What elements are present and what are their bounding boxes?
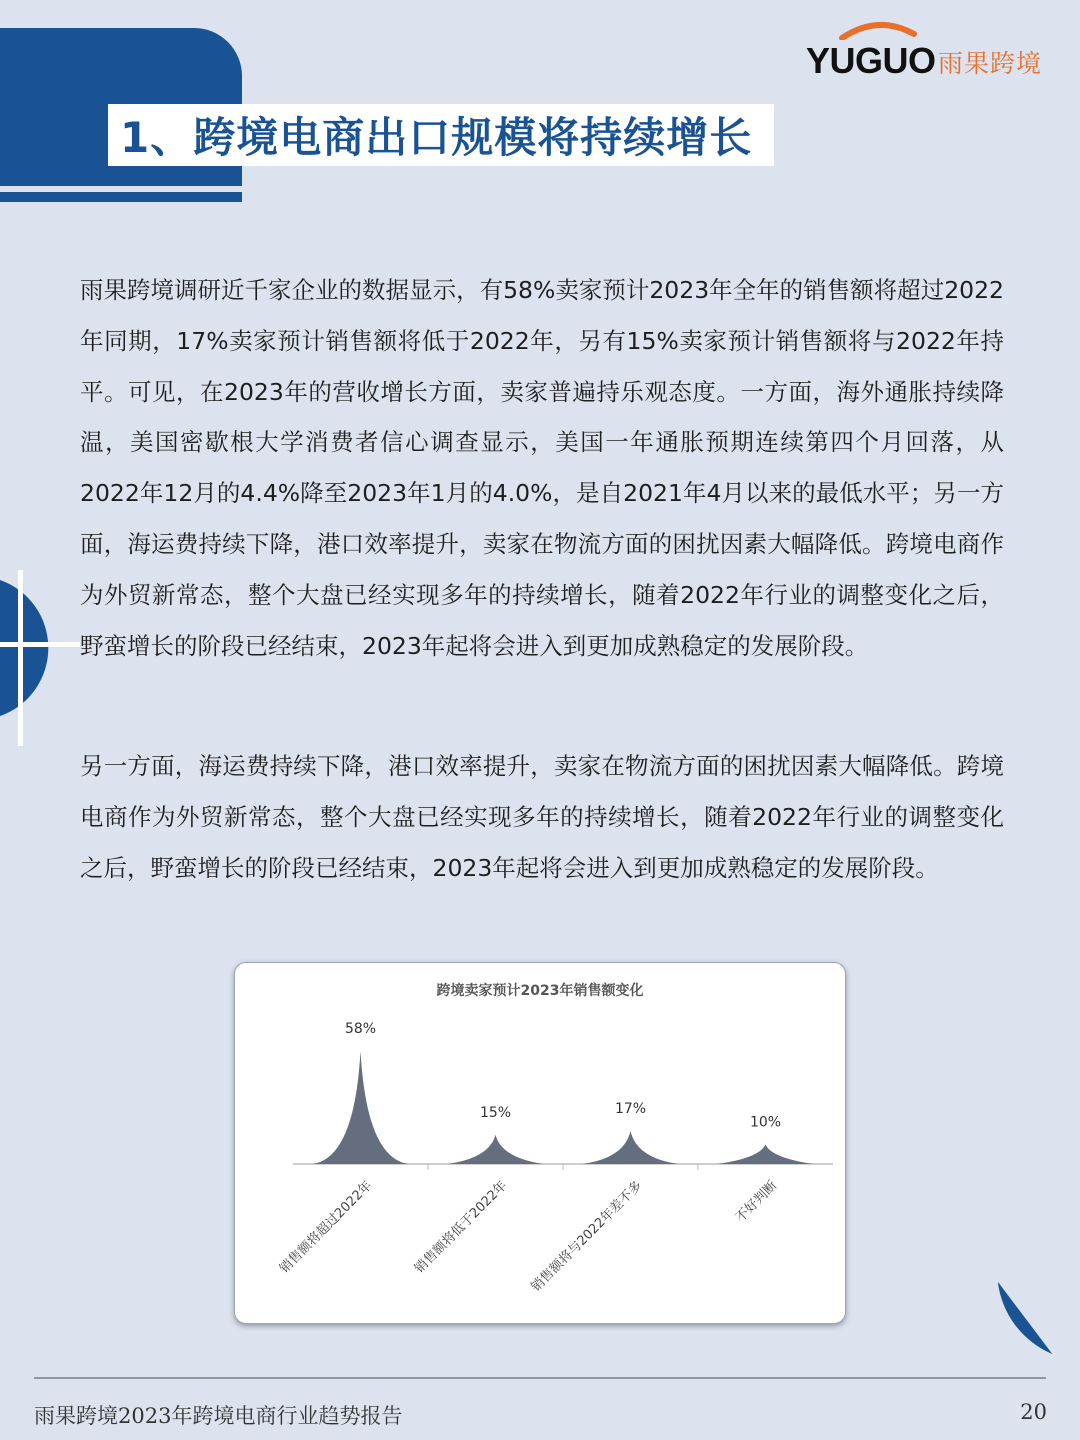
body-paragraph-2: 另一方面，海运费持续下降，港口效率提升，卖家在物流方面的困扰因素大幅降低。跨境电商作为外贸新常态，整个大盘已经实现多年的持续增长，随着2022年行业的调整变化之后，野蛮增长的阶段已经结束，2023年起将会进入到更加成熟稳定的发展阶段。 xyxy=(80,752,1004,882)
chart-mark-2 xyxy=(583,1131,679,1164)
footer-report-title: 雨果跨境2023年跨境电商行业趋势报告 xyxy=(34,1404,403,1428)
data-label-3: 10% xyxy=(749,1114,782,1131)
logo-arc-icon xyxy=(838,20,918,40)
category-label-3: 不好判断 xyxy=(732,1178,781,1226)
body-paragraph-1: 雨果跨境调研近千家企业的数据显示，有58%卖家预计2023年全年的销售额将超过2022年同期，17%卖家预计销售额将低于2022年，另有15%卖家预计销售额将与2022年持平。可见，在2023年的营收增长方面，卖家普遍持乐观态度。一方面，海外通胀持续降温，美国密歇根大学消费者信心调查显示，美国一年通胀预期连续第四个月回落，从2022年12月的4.4%降至2023年1月的4.0%，是自2021年4月以来的最低水平；另一方面，海运费持续下降，港口效率提升，卖家在物流方面的困扰因素大幅降低。跨境电商作为外贸新常态，整个大盘已经实现多年的持续增长，随着2022年行业的调整变化之后，野蛮增长的阶段已经结束，2023年起将会进入到更加成熟稳定的发展阶段。 xyxy=(80,276,1004,660)
brand-logo xyxy=(806,20,1046,80)
data-label-2: 17% xyxy=(614,1100,647,1117)
quarter-circle-decoration xyxy=(966,1280,1066,1380)
chart-mark-3 xyxy=(718,1145,814,1164)
chart-mark-0 xyxy=(313,1051,409,1164)
crosshair-circle-decoration xyxy=(0,570,80,750)
chart-card xyxy=(234,962,846,1324)
category-label-1: 销售额将低于2022年 xyxy=(411,1178,511,1277)
footer-divider xyxy=(34,1377,1046,1379)
header-decoration-line xyxy=(0,192,242,202)
category-label-0: 销售额将超过2022年 xyxy=(276,1178,376,1277)
data-label-0: 58% xyxy=(344,1021,377,1037)
data-label-1: 15% xyxy=(479,1104,512,1121)
logo-text-en: YUGUO xyxy=(806,40,936,81)
page-number: 20 xyxy=(1020,1400,1047,1424)
chart-mark-1 xyxy=(448,1135,544,1164)
chart-title: 跨境卖家预计2023年销售额变化 xyxy=(436,983,644,999)
category-label-2: 销售额将与2022年差不多 xyxy=(528,1178,646,1295)
section-title: 1、跨境电商出口规模将持续增长 xyxy=(120,113,753,162)
section-title-box xyxy=(108,104,774,166)
sales-change-chart xyxy=(235,963,845,1323)
logo-text-cn: 雨果跨境 xyxy=(938,49,1043,78)
